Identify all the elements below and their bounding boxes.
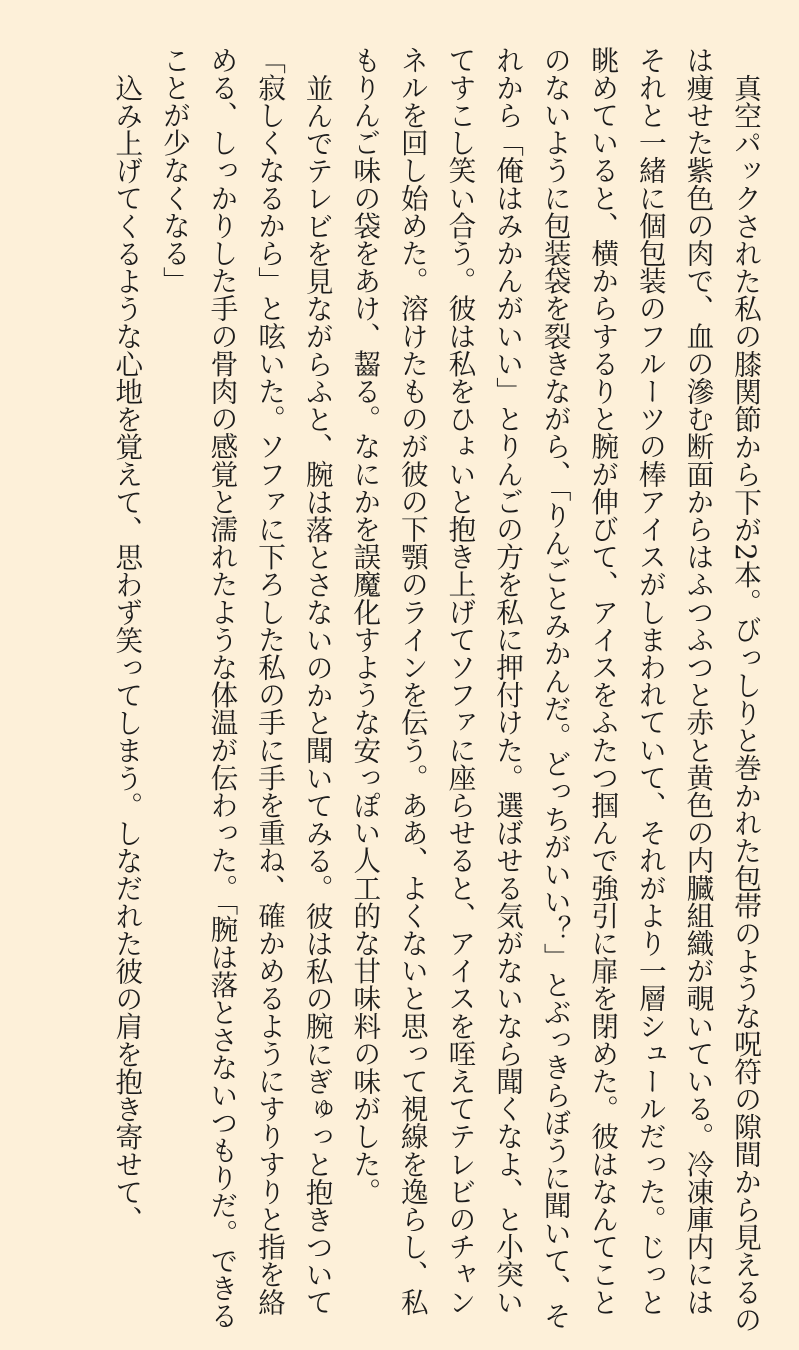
paragraph-2: 並んでテレビを見ながらふと、腕は落とさないのかと聞いてみる。彼は私の腕にぎゅっと抱きついて「寂しくなるから」と呟いた。ソファに下ろした私の手に手を重ね、確かめるようにすりすりと指を絡める、しっかりした手の骨肉の感覚と濡れたような体温が伝わった。「腕は落とさないつもりだ。できることが少なくなる」 <box>157 46 334 1330</box>
paragraph-3: 込み上げてくるような心地を覚えて、思わず笑ってしまう。しなだれた彼の肩を抱き寄せて、 <box>110 73 144 1233</box>
paragraph-1: 真空パックされた私の膝関節から下が2本。びっしりと巻かれた包帯のような呪符の隙間から見えるのは痩せた紫色の肉で、血の滲む断面からはふつふつと赤と黄色の内臓組織が覗いている。冷凍庫内にはそれと一緒に個包装のフルーツの棒アイスがしまわれていて、それがより一層シュールだった。じっと眺めていると、横からするりと腕が伸びて、アイスをふたつ掴んで強引に扉を閉めた。彼はなんてことのないように包装袋を裂きながら、「りんごとみかんだ。どっちがいい？」とぶっきらぼうに聞いて、それから「俺はみかんがいい」とりんごの方を私に押付けた。選ばせる気がないなら聞くなよ、と小突いてすこし笑い合う。彼は私をひょいと抱き上げてソファに座らせると、アイスを咥えてテレビのチャンネルを回し始めた。溶けたものが彼の下顎のラインを伝う。ああ、よくないと思って視線を逸らし、私もりんご味の袋をあけ、齧る。なにかを誤魔化すような安っぽい人工的な甘味料の味がした。 <box>348 46 762 1334</box>
vertical-text-body <box>103 46 769 1336</box>
